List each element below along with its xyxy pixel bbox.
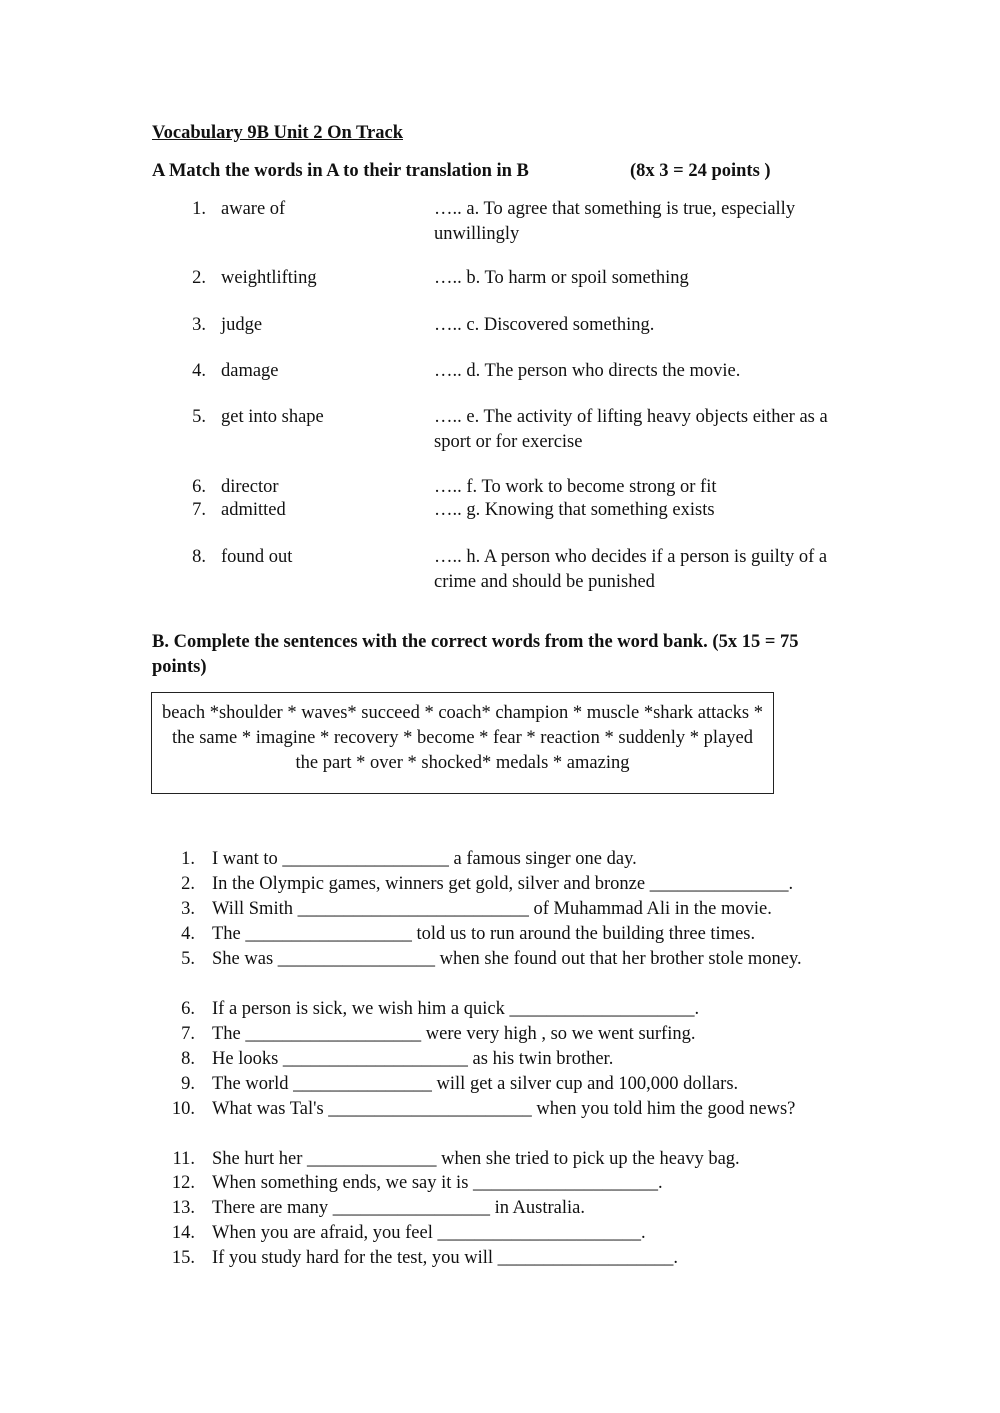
match-number: 6. (192, 477, 206, 497)
sentence-number: 15. (171, 1248, 195, 1268)
sentence-text: When you are afraid, you feel ______________________. (212, 1223, 646, 1243)
match-word: found out (221, 547, 293, 567)
match-definition: ….. e. The activity of lifting heavy objects either as a sport or for exercise (434, 407, 828, 452)
match-number: 4. (192, 361, 206, 381)
sentence-text: She hurt her ______________ when she tried to pick up the heavy bag. (212, 1149, 740, 1169)
match-word: damage (221, 361, 279, 381)
sentence-text: The ___________________ were very high , so we went surfing. (212, 1024, 696, 1044)
match-word: judge (221, 315, 263, 335)
sentence-text: There are many _________________ in Australia. (212, 1198, 585, 1218)
section-b-heading: B. Complete the sentences with the correct words from the word bank. (5x 15 = 75 points) (152, 632, 799, 677)
match-number: 3. (192, 315, 206, 335)
sentence-number: 3. (181, 899, 195, 919)
section-a-points: (8x 3 = 24 points ) (630, 161, 771, 181)
sentence-number: 14. (171, 1223, 195, 1243)
sentence-text: In the Olympic games, winners get gold, silver and bronze _______________. (212, 874, 794, 894)
sentence-text: When something ends, we say it is ____________________. (212, 1173, 663, 1193)
match-number: 8. (192, 547, 206, 567)
sentence-number: 9. (181, 1074, 195, 1094)
sentence-text: She was _________________ when she found out that her brother stole money. (212, 949, 802, 969)
match-number: 1. (192, 199, 206, 219)
match-definition: ….. d. The person who directs the movie. (434, 361, 741, 381)
sentence-number: 6. (181, 999, 195, 1019)
match-definition: ….. b. To harm or spoil something (434, 268, 689, 288)
sentence-text: I want to __________________ a famous singer one day. (212, 849, 637, 869)
match-definition: ….. c. Discovered something. (434, 315, 655, 335)
sentence-number: 4. (181, 924, 195, 944)
match-definition: ….. g. Knowing that something exists (434, 500, 715, 520)
match-number: 2. (192, 268, 206, 288)
sentence-text: The __________________ told us to run around the building three times. (212, 924, 756, 944)
match-number: 5. (192, 407, 206, 427)
worksheet-title: Vocabulary 9B Unit 2 On Track (152, 123, 403, 143)
sentence-number: 8. (181, 1049, 195, 1069)
match-definition: ….. h. A person who decides if a person is guilty of a crime and should be punished (434, 547, 828, 592)
sentence-number: 11. (172, 1149, 195, 1169)
sentence-text: If you study hard for the test, you will ___________________. (212, 1248, 679, 1268)
match-word: admitted (221, 500, 286, 520)
sentence-number: 1. (181, 849, 195, 869)
sentence-number: 12. (171, 1173, 195, 1193)
word-bank-text: beach *shoulder * waves* succeed * coach* champion * muscle *shark attacks * the same * imagine * recovery * become * fear * reaction * suddenly * played the part * over * shocked* medals * amazing (161, 703, 764, 773)
word-bank-box (151, 692, 774, 794)
match-word: get into shape (221, 407, 324, 427)
sentence-number: 13. (171, 1198, 195, 1218)
match-word: aware of (221, 199, 286, 219)
match-word: director (221, 477, 279, 497)
section-a-heading (152, 159, 771, 184)
sentence-number: 10. (171, 1099, 195, 1119)
match-word: weightlifting (221, 268, 317, 288)
sentence-text: Will Smith _________________________ of Muhammad Ali in the movie. (212, 899, 772, 919)
section-a-instruction: A Match the words in A to their translation in B (152, 161, 529, 181)
match-definition: ….. f. To work to become strong or fit (434, 477, 717, 497)
sentence-text: If a person is sick, we wish him a quick ____________________. (212, 999, 700, 1019)
sentence-number: 7. (181, 1024, 195, 1044)
sentence-text: The world _______________ will get a silver cup and 100,000 dollars. (212, 1074, 739, 1094)
match-definition: ….. a. To agree that something is true, especially unwillingly (434, 199, 796, 244)
sentence-text: What was Tal's ______________________ when you told him the good news? (212, 1099, 796, 1119)
sentence-text: He looks ____________________ as his twin brother. (212, 1049, 614, 1069)
match-number: 7. (192, 500, 206, 520)
sentence-number: 2. (181, 874, 195, 894)
sentence-number: 5. (181, 949, 195, 969)
